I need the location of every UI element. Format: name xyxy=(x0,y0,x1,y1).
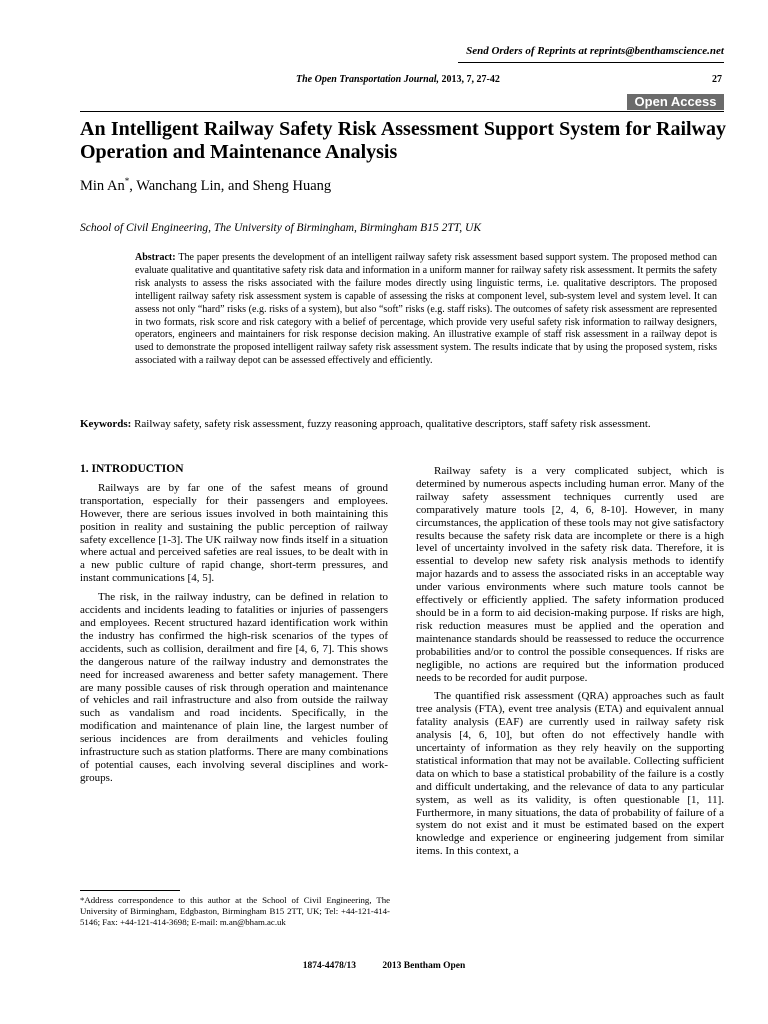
body-paragraph: Railways are by far one of the safest means of ground transportation, especially for their passengers and employees. However, there are serious issues involved in both maintaining this position in reality and sustaining the public perception of railway safety excellence [1-3]. The UK railway now finds itself in a situation where actual and perceived safeties are real issues, to be dealt with in a new public culture of rapid change, short-term pressures, and instant communications [4, 5]. xyxy=(80,481,388,585)
article-title: An Intelligent Railway Safety Risk Assessment Support System for Railway Operation and Maintenance Analysis xyxy=(80,118,726,163)
header-rule xyxy=(458,62,724,63)
left-column xyxy=(80,463,388,791)
body-paragraph: The risk, in the railway industry, can be defined in relation to accidents and incidents leading to fatalities or injuries of passengers and employees. Recent structured hazard identification work within the industry has confirmed the high-risk scenarios of the types of accidents, such as collision, derailment and fire [4, 6, 7]. This shows the dangerous nature of the railway industry and demonstrates the need for increased awareness and better safety management. There are many possible causes of risk through operation and maintenance of vehicles and rail infrastructure and also from outside the railway such as vandalism and road incidents. Specifically, in the modification and maintenance of plain line, the largest number of serious incidences are from derailments and vehicles fouling infrastructure such as station platforms. There are many combinations of potential causes, each involving several disciplines and work-groups. xyxy=(80,591,388,784)
author-list xyxy=(80,176,331,195)
right-column xyxy=(416,465,724,864)
journal-name: The Open Transportation Journal, xyxy=(296,74,439,85)
reprints-notice: Send Orders of Reprints at reprints@benthamscience.net xyxy=(466,45,724,57)
section-heading: 1. INTRODUCTION xyxy=(80,463,184,475)
page-footer xyxy=(0,961,768,971)
keywords-label: Keywords: xyxy=(80,418,132,430)
open-access-badge: Open Access xyxy=(627,94,724,110)
journal-citation xyxy=(296,74,500,85)
abstract xyxy=(135,252,717,368)
abstract-text: The paper presents the development of an intelligent railway safety risk assessment based support system. The proposed method can evaluate qualitative and quantitative safety risk data and information in a uniform manner for railway safety risk assessment. It permits the safety risk analysts to assess the risks associated with the failure modes directly using linguistic terms, i.e. qualitative descriptors. The proposed intelligent railway safety risk assessment system is capable of assessing the risks at component level, sub-system level and system level. It can assess not only “hard” risks (e.g. risks of a system), but also “soft” risks (e.g. staff risks). The outcomes of safety risk assessment are represented in two formats, risk score and risk category with a belief of percentage, which provide very useful safety risk information to railway designers, operators, engineers and maintainers for risk response decision making. An illustrative example of staff risk assessment in a railway depot is used to demonstrate the proposed intelligent railway safety risk assessment system. The results indicate that by using the proposed system, risks associated with a railway depot can be assessed effectively and efficiently. xyxy=(135,252,717,367)
issn: 1874-4478/13 xyxy=(302,961,357,971)
corresponding-author-mark: * xyxy=(124,176,130,186)
page-number: 27 xyxy=(712,74,722,85)
body-paragraph: Railway safety is a very complicated subject, which is determined by numerous aspects including human error. Many of the railway safety assessment techniques currently used are comparatively mature tools [2, 4, 6, 8-10]. However, in many circumstances, the application of these tools may not give satisfactory results because the safety risk data are incomplete or there is a high level of uncertainty involved in the safety risk data. Therefore, it is essential to develop new safety risk analysis methods to identify major hazards and to assess the associated risks in an acceptable way under various environments where such mature tools cannot be effectively or efficiently applied. The safety information produced should be in a form to aid decision-making purpose. If risks are high, risk reduction measures must be applied and the operation and maintenance standards should be reassessed to reduce the occurrence probabilities and/or to control the possible consequences. If risks are negligible, no actions are required but the information produced needs to be recorded for audit purpose. xyxy=(416,465,724,684)
keywords-text: Railway safety, safety risk assessment, fuzzy reasoning approach, qualitative descriptors, staff safety risk assessment. xyxy=(131,418,651,430)
publisher-copyright: 2013 Bentham Open xyxy=(382,961,466,971)
journal-issue: 2013, 7, 27-42 xyxy=(439,74,500,85)
body-paragraph: The quantified risk assessment (QRA) approaches such as fault tree analysis (FTA), event tree analysis (ETA) and equivalent annual fatality analysis (EAF) are currently used in railway safety risk analysis [4, 6, 10], but often do not effectively handle with uncertainty of information as they rely heavily on the supporting statistical information that may not be available. Collecting sufficient data on which to base a statistical probability of the failure is a costly and difficult undertaking, and the relevance of data to any particular system, as well as its validity, is often questionable [1, 11]. Furthermore, in many situations, the data of probability of failure of a system do not exist and it must be estimated based on the expert knowledge and experience or engineering judgement from similar items. In this context, a xyxy=(416,690,724,858)
title-rule xyxy=(80,111,724,112)
footnote-rule xyxy=(80,890,180,891)
author-rest: , Wanchang Lin, and Sheng Huang xyxy=(129,177,332,194)
keywords xyxy=(80,418,724,431)
abstract-label: Abstract: xyxy=(135,252,176,263)
affiliation: School of Civil Engineering, The University of Birmingham, Birmingham B15 2TT, UK xyxy=(80,222,481,234)
correspondence-footnote: *Address correspondence to this author at the School of Civil Engineering, The University of Birmingham, Edgbaston, Birmingham B15 2TT, UK; Tel: +44-121-414-5146; Fax: +44-121-414-3698; E-mail: m.an@bham.ac.uk xyxy=(80,895,390,927)
author-first: Min An xyxy=(80,177,125,194)
